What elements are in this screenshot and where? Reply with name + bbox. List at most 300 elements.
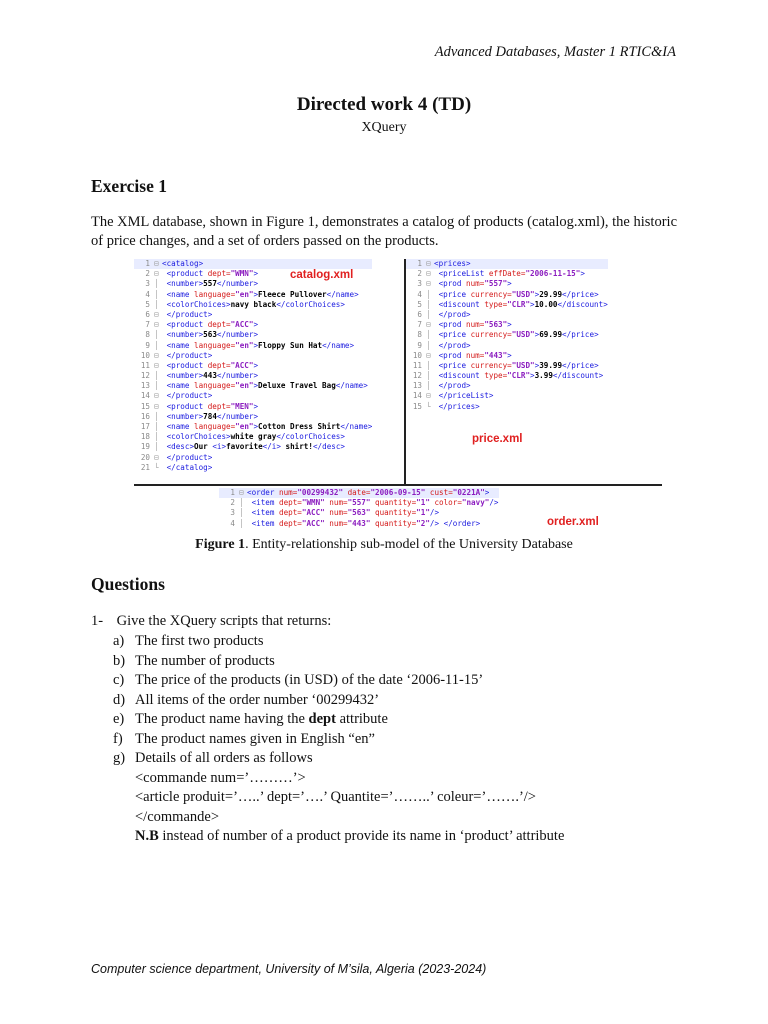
question-item	[113, 711, 388, 728]
line-number: 4	[145, 289, 150, 299]
fold-marker: │	[426, 381, 431, 391]
code-token: >	[507, 350, 512, 360]
code-token: 563	[203, 330, 217, 340]
code-token: >	[594, 330, 599, 340]
code-token: </	[166, 452, 176, 462]
code-token: color=	[429, 498, 462, 508]
code-token: "MEN"	[230, 401, 254, 411]
code-token: num=	[324, 508, 348, 518]
fold-marker: │	[426, 289, 431, 299]
code-token: order	[452, 518, 476, 528]
code-token: number	[226, 411, 254, 421]
code-token: <	[251, 508, 257, 518]
code-token: >	[221, 442, 227, 452]
code-token: <	[166, 411, 172, 421]
code-token: "USD"	[511, 330, 535, 340]
code-token: >	[207, 309, 213, 319]
line-number: 3	[230, 508, 235, 518]
code-token: name	[171, 340, 195, 350]
code-token: cust=	[425, 488, 453, 497]
output-format-line: </commande>	[135, 808, 219, 825]
code-token: "2"	[416, 518, 430, 528]
code-token: <	[162, 259, 167, 268]
code-token: price	[571, 330, 595, 340]
code-token: colorChoices	[285, 432, 341, 442]
code-token: priceList	[447, 391, 489, 401]
code-token: <	[166, 320, 172, 330]
code-token: "443"	[484, 350, 508, 360]
code-token: prices	[447, 401, 476, 411]
line-number: 5	[417, 299, 422, 309]
code-token: 557	[203, 279, 217, 289]
code-token: >	[475, 518, 481, 528]
code-token: "ACC"	[230, 360, 254, 370]
code-token: dept=	[279, 508, 302, 518]
code-token: language=	[194, 381, 236, 391]
code-token: product	[175, 309, 208, 319]
item-letter: c)	[113, 672, 125, 688]
question-number: 1-	[91, 613, 104, 629]
code-token: <	[166, 340, 172, 350]
price-line	[406, 269, 608, 279]
code-token: 69.99	[539, 330, 563, 340]
output-format-line: <commande num=’………’>	[135, 769, 306, 786]
line-number: 15	[412, 401, 422, 411]
fold-marker: ⊟	[154, 269, 159, 279]
code-token: <	[438, 299, 444, 309]
code-token: <	[251, 498, 257, 508]
price-file-label: price.xml	[472, 433, 523, 445]
code-token: <	[166, 279, 172, 289]
code-token: <	[166, 360, 172, 370]
code-token: >	[603, 299, 608, 309]
item-letter: e)	[113, 711, 125, 727]
fold-marker: │	[239, 508, 244, 518]
catalog-line	[134, 381, 372, 391]
line-number: 9	[145, 340, 150, 350]
code-token: </	[166, 350, 176, 360]
code-token: favorite	[226, 442, 263, 452]
price-line	[406, 259, 608, 269]
code-token: currency=	[470, 330, 512, 340]
item-text: The first two products	[135, 633, 264, 649]
code-token: >	[198, 259, 204, 268]
order-line	[219, 508, 499, 518]
item-letter: a)	[113, 633, 125, 649]
order-line	[219, 488, 499, 498]
code-token: Fleece Pullover	[258, 289, 327, 299]
catalog-line	[134, 259, 372, 269]
line-number: 8	[417, 330, 422, 340]
fold-marker: ⊟	[154, 360, 159, 370]
code-token: "WMN"	[230, 269, 254, 279]
code-token: >	[276, 442, 281, 452]
line-number: 2	[417, 269, 422, 279]
code-token: </	[438, 340, 448, 350]
figure-divider	[134, 484, 662, 486]
line-number: 2	[230, 498, 235, 508]
item-letter: g)	[113, 750, 126, 766]
code-token: num=	[466, 350, 485, 360]
code-token: >	[207, 452, 213, 462]
code-token: >	[354, 289, 359, 299]
code-token: product	[171, 320, 208, 330]
line-number: 10	[140, 350, 150, 360]
code-token: currency=	[470, 360, 512, 370]
line-number: 15	[140, 401, 150, 411]
code-token: >	[580, 269, 585, 279]
line-number: 11	[140, 360, 150, 370]
fold-marker: │	[239, 518, 244, 528]
code-token: <	[438, 269, 444, 279]
code-token: "ACC"	[230, 320, 254, 330]
code-token: <	[438, 360, 444, 370]
code-token: prod	[443, 279, 467, 289]
item-text: The number of products	[135, 652, 275, 669]
code-token: >	[198, 279, 204, 289]
code-token: num=	[324, 518, 348, 528]
line-number: 7	[417, 320, 422, 330]
code-token: 3.99	[534, 371, 553, 381]
code-token: "0221A"	[452, 488, 485, 497]
line-number: 14	[140, 391, 150, 401]
price-line	[406, 320, 608, 330]
code-token: Floppy Sun Hat	[258, 340, 323, 350]
fold-marker: │	[154, 279, 159, 289]
code-token: >	[484, 488, 490, 497]
code-token: </	[216, 371, 227, 381]
code-token: >	[534, 330, 540, 340]
order-code-panel	[219, 488, 614, 532]
order-file-label: order.xml	[547, 516, 599, 528]
code-token: colorChoices	[171, 299, 227, 309]
code-token: <	[212, 442, 217, 452]
line-number: 17	[140, 422, 150, 431]
code-token: >	[253, 289, 259, 299]
code-token: >	[189, 442, 195, 452]
note-text: instead of number of a product provide its name in ‘product’ attribute	[158, 828, 565, 844]
line-number: 10	[412, 350, 422, 360]
code-token: 784	[203, 411, 217, 421]
item-text: Details of all orders as follows	[135, 750, 313, 766]
line-number: 20	[140, 452, 150, 462]
question-text: Give the XQuery scripts that returns:	[116, 613, 332, 629]
catalog-line	[134, 330, 372, 340]
code-token: "557"	[347, 498, 371, 508]
code-token: "1"	[416, 508, 430, 518]
code-token: price	[443, 330, 471, 340]
code-token: 29.99	[539, 289, 563, 299]
fold-marker: │	[426, 340, 431, 350]
line-number: 5	[145, 299, 150, 309]
line-number: 8	[145, 330, 150, 340]
price-line	[406, 330, 608, 340]
question-item	[113, 633, 263, 650]
code-token: "1"	[416, 498, 430, 508]
code-token: quantity=	[370, 498, 417, 508]
code-token: dept=	[279, 498, 302, 508]
catalog-line	[134, 361, 372, 371]
code-token: colorChoices	[171, 432, 227, 442]
catalog-line	[134, 453, 372, 463]
code-token: />	[489, 498, 499, 508]
fold-marker: ⊟	[426, 269, 431, 279]
code-token: 39.99	[539, 360, 563, 370]
code-token: dept=	[279, 518, 302, 528]
item-text: All items of the order number ‘00299432’	[135, 691, 380, 708]
output-format-line: <article produit=’…..’ dept=’….’ Quantite=’……..’ coleur=’…….’/>	[135, 789, 536, 805]
code-token: discount	[562, 371, 599, 381]
code-token: prod	[443, 320, 467, 330]
code-token: >	[207, 350, 213, 360]
code-token: </	[262, 442, 272, 452]
code-token: desc	[322, 442, 341, 452]
code-token: product	[175, 452, 208, 462]
code-token: price	[443, 360, 471, 370]
code-token: </	[340, 422, 350, 431]
line-number: 3	[145, 279, 150, 289]
code-token: >	[253, 340, 259, 350]
code-token: i	[271, 442, 277, 452]
code-token: language=	[194, 289, 236, 299]
code-token: >	[466, 259, 471, 268]
code-token: </	[166, 309, 176, 319]
exercise-heading: Exercise 1	[91, 176, 167, 196]
code-token: Deluxe Travel Bag	[258, 381, 336, 391]
line-number: 4	[230, 518, 235, 528]
code-token: >	[530, 299, 535, 309]
price-line	[406, 300, 608, 310]
code-token: "WMN"	[301, 498, 325, 508]
code-token: <	[438, 279, 444, 289]
line-number: 21	[140, 462, 150, 472]
code-token: "navy"	[461, 498, 490, 508]
code-token: >	[253, 360, 259, 370]
catalog-line	[134, 402, 372, 412]
code-token: product	[175, 391, 208, 401]
catalog-line	[134, 371, 372, 381]
code-token: num=	[466, 320, 485, 330]
price-line	[406, 351, 608, 361]
fold-marker: ⊟	[154, 391, 159, 401]
code-token: </	[562, 360, 572, 370]
code-token: effDate=	[488, 269, 526, 279]
line-number: 16	[140, 411, 150, 421]
code-token: currency=	[470, 289, 512, 299]
line-number: 14	[412, 391, 422, 401]
code-token: number	[171, 411, 199, 421]
code-token: discount	[566, 299, 604, 309]
code-token: colorChoices	[285, 299, 341, 309]
code-token: "en"	[235, 422, 254, 431]
code-token: </	[443, 518, 453, 528]
code-token: >	[226, 299, 231, 309]
code-token: 10.00	[534, 299, 558, 309]
question-item	[113, 731, 375, 748]
code-token: prod	[447, 381, 467, 391]
code-token: <	[438, 350, 444, 360]
code-token: >	[198, 371, 204, 381]
fold-marker: │	[154, 442, 159, 452]
code-token: discount	[443, 371, 485, 381]
page-title: Directed work 4 (TD)	[296, 94, 472, 115]
code-token: </	[276, 432, 286, 442]
code-token: >	[507, 279, 512, 289]
code-token: </	[557, 299, 567, 309]
code-token: >	[367, 422, 373, 431]
catalog-line	[134, 432, 372, 442]
catalog-line	[134, 300, 372, 310]
code-token: "en"	[235, 289, 254, 299]
code-token: </	[438, 401, 448, 411]
code-token: <	[166, 289, 172, 299]
code-token: </	[166, 391, 176, 401]
fold-marker: ⊟	[154, 259, 159, 268]
code-token: </	[438, 381, 448, 391]
code-token: product	[171, 269, 208, 279]
code-token: <	[251, 518, 257, 528]
code-token: i	[216, 442, 222, 452]
code-token: priceList	[443, 269, 489, 279]
code-token: </	[562, 330, 572, 340]
code-token: <	[166, 432, 172, 442]
item-text: attribute	[335, 711, 388, 727]
note-label: N.B	[135, 828, 159, 844]
code-token: >	[253, 422, 259, 431]
price-line	[406, 279, 608, 289]
code-token: >	[198, 411, 204, 421]
code-token: >	[466, 309, 471, 319]
question-item	[113, 750, 313, 767]
fold-marker: ⊟	[154, 452, 159, 462]
price-code-panel	[406, 259, 662, 485]
code-token: </	[438, 309, 448, 319]
code-token: "ACC"	[301, 508, 325, 518]
code-token: language=	[194, 422, 236, 431]
line-number: 13	[140, 381, 150, 391]
catalog-code-panel	[134, 259, 406, 485]
code-token: order	[251, 488, 280, 497]
catalog-line	[134, 391, 372, 401]
line-number: 1	[417, 259, 422, 268]
intro-paragraph: The XML database, shown in Figure 1, demonstrates a catalog of products (catalog.xml), the historic of price changes, and a set of orders passed on the products.	[91, 214, 677, 249]
code-token: desc	[171, 442, 190, 452]
code-token: number	[171, 371, 199, 381]
code-token: >	[253, 371, 259, 381]
code-token: >	[534, 289, 540, 299]
code-token: dept=	[207, 401, 231, 411]
catalog-line	[134, 310, 372, 320]
line-number: 1	[230, 488, 235, 497]
code-token: >	[253, 401, 259, 411]
code-token: </	[562, 289, 572, 299]
code-token: Cotton Dress Shirt	[258, 422, 341, 431]
catalog-line	[134, 290, 372, 300]
code-token: name	[331, 340, 350, 350]
code-token: </	[552, 371, 563, 381]
fold-marker: │	[154, 330, 159, 340]
line-number: 12	[412, 371, 422, 381]
code-token: catalog	[166, 259, 199, 268]
code-token: <	[247, 488, 252, 497]
fold-marker: │	[154, 371, 159, 381]
code-token: price	[571, 360, 595, 370]
code-token: "USD"	[511, 289, 535, 299]
code-token: <	[166, 330, 172, 340]
code-token: "443"	[347, 518, 371, 528]
fold-marker: ⊟	[426, 391, 431, 401]
fold-marker: │	[239, 498, 244, 508]
line-number: 19	[140, 442, 150, 452]
code-token: >	[207, 462, 213, 472]
code-token: >	[253, 269, 259, 279]
header-course: Advanced Databases, Master 1 RTIC&IA	[434, 44, 676, 60]
price-line	[406, 381, 608, 391]
price-line	[406, 341, 608, 351]
code-token: dept=	[207, 320, 231, 330]
caption-label: Figure 1	[195, 537, 246, 552]
order-line	[219, 519, 499, 529]
fold-marker: │	[154, 381, 159, 391]
code-token: </	[216, 411, 227, 421]
code-token: item	[256, 518, 280, 528]
fold-marker: ⊟	[426, 350, 431, 360]
code-token: >	[253, 381, 259, 391]
code-token: <	[166, 381, 172, 391]
code-token: white gray	[230, 432, 277, 442]
fold-marker: │	[426, 330, 431, 340]
question-item	[113, 692, 379, 709]
item-keyword: dept	[308, 711, 336, 727]
code-token: />	[429, 518, 440, 528]
fold-marker: └	[426, 401, 431, 411]
code-token: >	[507, 320, 512, 330]
page-subtitle: XQuery	[361, 120, 407, 135]
price-line	[406, 371, 608, 381]
code-token: "563"	[347, 508, 371, 518]
code-token: dept=	[207, 360, 231, 370]
code-token: "2006-11-15"	[525, 269, 581, 279]
price-line	[406, 290, 608, 300]
code-token: />	[429, 508, 440, 518]
fold-marker: │	[154, 340, 159, 350]
code-token: "CLR"	[507, 371, 531, 381]
catalog-line	[134, 442, 372, 452]
code-token: shirt!	[280, 442, 313, 452]
page-footer: Computer science department, University of M’sila, Algeria (2023-2024)	[91, 962, 487, 976]
code-token: >	[253, 411, 259, 421]
code-token: "en"	[235, 381, 254, 391]
line-number: 4	[417, 289, 422, 299]
code-token: prices	[438, 259, 467, 268]
fold-marker: │	[426, 371, 431, 381]
catalog-line	[134, 412, 372, 422]
code-token: language=	[194, 340, 236, 350]
fold-marker: │	[154, 289, 159, 299]
code-token: >	[226, 432, 231, 442]
code-token: product	[171, 401, 208, 411]
code-token: >	[253, 279, 259, 289]
code-token: >	[207, 391, 213, 401]
item-text: The product names given in English “en”	[135, 730, 375, 747]
line-number: 13	[412, 381, 422, 391]
code-token: </	[166, 462, 176, 472]
code-token: quantity=	[370, 518, 417, 528]
code-token: number	[171, 330, 199, 340]
code-token: quantity=	[370, 508, 417, 518]
fold-marker: ⊟	[426, 259, 431, 268]
code-token: item	[256, 498, 280, 508]
